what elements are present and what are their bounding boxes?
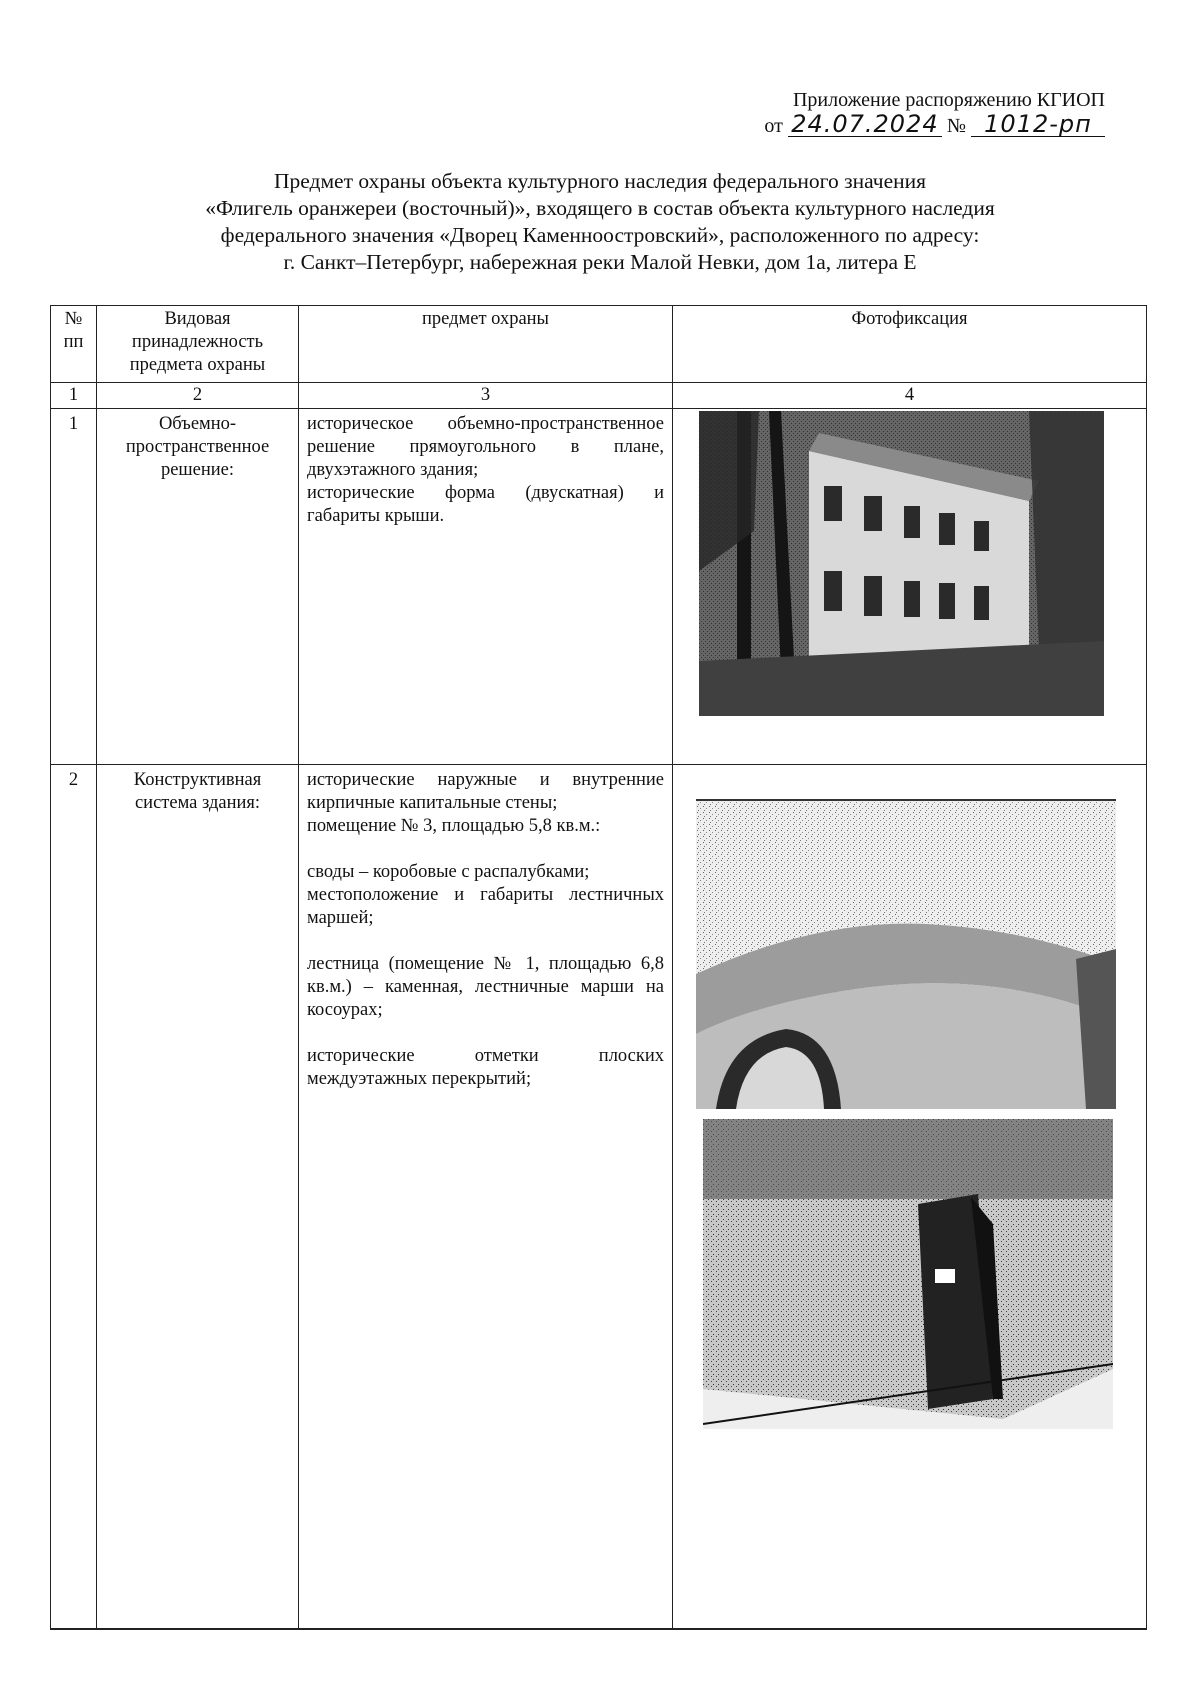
- subject-item: исторические отметки плоских междуэтажных перекрытий;: [307, 1046, 664, 1089]
- header-photo: Фотофиксация: [673, 306, 1147, 383]
- column-number-row: [51, 383, 1147, 409]
- subject-item: исторические форма (двускатная) и габариты крыши.: [307, 483, 664, 526]
- header-type: Видовая принадлежность предмета охраны: [97, 306, 299, 383]
- building-exterior-photo: [699, 411, 1104, 716]
- row-type: Объемно-пространственное решение:: [97, 409, 299, 765]
- vaulted-ceiling-photo: [696, 799, 1116, 1109]
- handwritten-date: 24.07.2024: [788, 112, 942, 137]
- table-row: [51, 765, 1147, 1630]
- row-photo: [673, 409, 1147, 765]
- number-sign: №: [946, 115, 966, 137]
- header-number: № пп: [51, 306, 97, 383]
- order-reference: [764, 112, 1105, 138]
- appendix-header: [764, 88, 1105, 138]
- title-line: Предмет охраны объекта культурного наследия федерального значения: [273, 169, 927, 193]
- subject-item: своды – коробовые с распалубками;: [307, 862, 590, 882]
- subject-item: историческое объемно-пространственное решение прямоугольного в плане, двухэтажного здания;: [307, 414, 664, 480]
- handwritten-order-number: 1012-рп: [971, 112, 1105, 137]
- row-type: Конструктивная система здания:: [97, 765, 299, 1630]
- column-number: 2: [97, 383, 299, 409]
- appendix-line: Приложение распоряжению КГИОП: [792, 89, 1105, 111]
- row-photo: [673, 765, 1147, 1630]
- protection-subject-table: [50, 305, 1147, 1630]
- document-title: [100, 168, 1100, 276]
- subject-item: исторические наружные и внутренние кирпичные капитальные стены;: [307, 770, 664, 813]
- column-number: 1: [51, 383, 97, 409]
- subject-item: местоположение и габариты лестничных маршей;: [307, 885, 664, 928]
- subject-item: лестница (помещение № 1, площадью 6,8 кв.м.) – каменная, лестничные марши на косоурах;: [307, 954, 664, 1020]
- column-number: 4: [673, 383, 1147, 409]
- date-prefix: от: [764, 115, 783, 137]
- row-number: 1: [51, 409, 97, 765]
- row-subject: [299, 409, 673, 765]
- table-header-row: [51, 306, 1147, 383]
- staircase-photo: [703, 1119, 1113, 1429]
- subject-item: помещение № 3, площадью 5,8 кв.м.:: [307, 816, 601, 836]
- table-row: [51, 409, 1147, 765]
- column-number: 3: [299, 383, 673, 409]
- title-line: федерального значения «Дворец Каменноостровский», расположенного по адресу:: [220, 223, 980, 247]
- row-number: 2: [51, 765, 97, 1630]
- title-line: «Флигель оранжереи (восточный)», входящего в состав объекта культурного наследия: [205, 196, 995, 220]
- title-line: г. Санкт–Петербург, набережная реки Малой Невки, дом 1а, литера Е: [283, 250, 917, 274]
- row-subject: [299, 765, 673, 1630]
- header-subject: предмет охраны: [299, 306, 673, 383]
